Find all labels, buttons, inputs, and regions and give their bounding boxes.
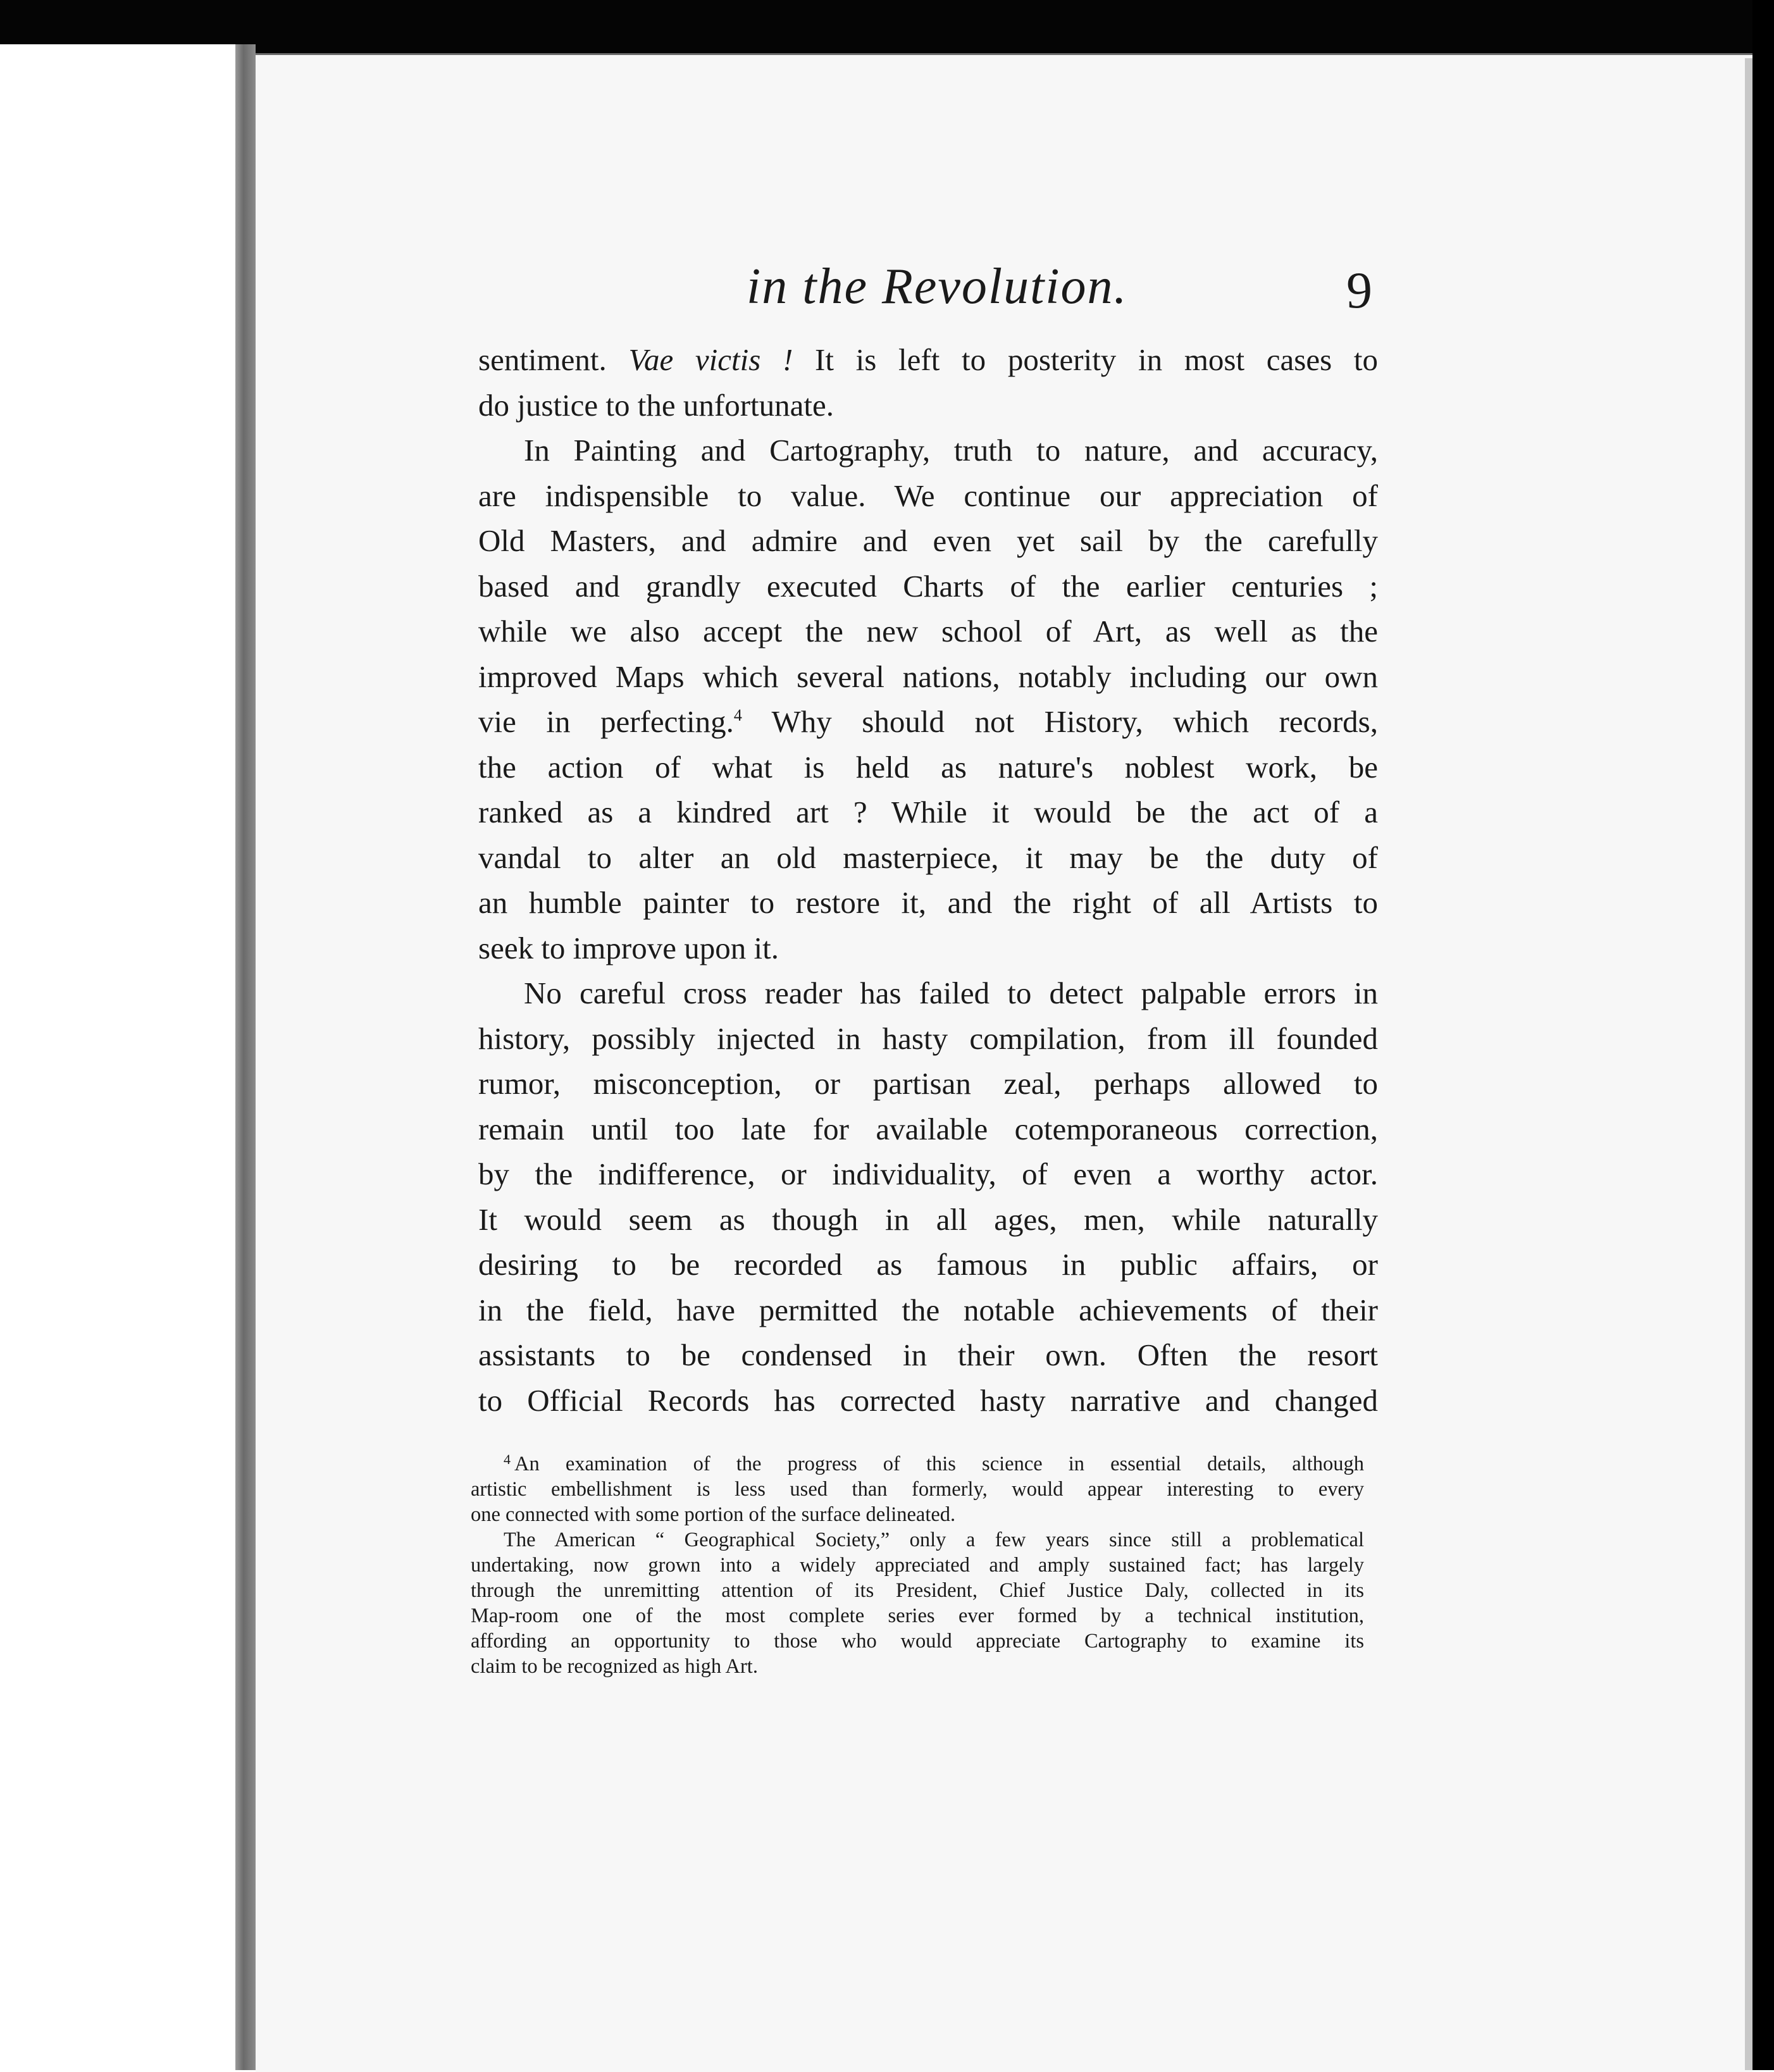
paragraph-start: In Painting and Cartography, truth to nature, and accuracy, <box>524 433 1378 468</box>
paragraph-start: No careful cross reader has failed to detect palpable errors in <box>524 976 1378 1010</box>
body-line: remain until too late for available cotemporaneous correction, <box>478 1111 1378 1146</box>
body-line: seek to improve upon it. <box>478 930 779 965</box>
scan-right-border <box>1752 0 1774 2070</box>
body-line: rumor, misconception, or partisan zeal, perhaps allowed to <box>478 1066 1378 1101</box>
footnotes <box>471 1451 1364 1679</box>
body-line: by the indifference, or individuality, of even a worthy actor. <box>478 1157 1378 1191</box>
body-line: vie in perfecting.$^4$ Why should not History, which records, <box>478 704 1378 739</box>
body-line: ranked as a kindred art ? While it would be the act of a <box>478 795 1378 829</box>
page-number: 9 <box>1346 261 1372 319</box>
body-line: are indispensible to value. We continue our appreciation of <box>478 478 1378 513</box>
body-line: the action of what is held as nature's noblest work, be <box>478 749 1378 785</box>
body-line: vandal to alter an old masterpiece, it may be the duty of <box>478 840 1378 875</box>
footnote-line: undertaking, now grown into a widely appreciated and amply sustained fact; has largely <box>471 1554 1364 1577</box>
body-line: to Official Records has corrected hasty narrative and changed <box>478 1382 1378 1418</box>
footnote-line: $^4$ An examination of the progress of this science in essential details, although <box>471 1451 1364 1477</box>
body-text <box>478 337 1378 1423</box>
page-edge-shadow <box>1745 58 1752 2070</box>
body-line: improved Maps which several nations, notably including our own <box>478 659 1378 694</box>
footnote-line: through the unremitting attention of its President, Chief Justice Daly, collected in its <box>471 1579 1364 1602</box>
body-line: an humble painter to restore it, and the right of all Artists to <box>478 885 1378 920</box>
latin-phrase: Vae victis ! <box>628 342 793 377</box>
body-line: based and grandly executed Charts of the earlier centuries ; <box>478 568 1378 604</box>
running-head: in the Revolution. <box>747 259 1128 314</box>
body-line: history, possibly injected in hasty compilation, from ill founded <box>478 1020 1378 1056</box>
footnote-line: Map-room one of the most complete series ever formed by a technical institution, <box>471 1604 1364 1627</box>
book-gutter <box>235 44 256 2070</box>
body-line: desiring to be recorded as famous in public affairs, or <box>478 1247 1378 1282</box>
scan-top-border <box>0 0 1774 58</box>
body-line: while we also accept the new school of Art, as well as the <box>478 614 1378 648</box>
body-line: in the field, have permitted the notable achievements of their <box>478 1292 1378 1327</box>
footnote-line: claim to be recognized as high Art. <box>471 1655 758 1678</box>
body-line: It would seem as though in all ages, men, while naturally <box>478 1201 1378 1237</box>
footnote-paragraph-start: The American “ Geographical Society,” only a few years since still a problematical <box>504 1529 1364 1551</box>
body-line: do justice to the unfortunate. <box>478 387 834 423</box>
footnote-line: artistic embellishment is less used than formerly, would appear interesting to every <box>471 1478 1364 1501</box>
footnote-reference: 4 <box>733 706 742 724</box>
body-line: sentiment. Vae victis ! It is left to posterity in most cases to <box>478 342 1378 377</box>
footnote-marker: 4 <box>504 1451 511 1467</box>
body-line: assistants to be condensed in their own. Often the resort <box>478 1337 1378 1372</box>
footnote-line: affording an opportunity to those who would appreciate Cartography to examine its <box>471 1630 1364 1653</box>
facing-page-blank <box>0 44 235 2070</box>
footnote-line: one connected with some portion of the surface delineated. <box>471 1503 956 1526</box>
body-line: Old Masters, and admire and even yet sail by the carefully <box>478 523 1378 558</box>
